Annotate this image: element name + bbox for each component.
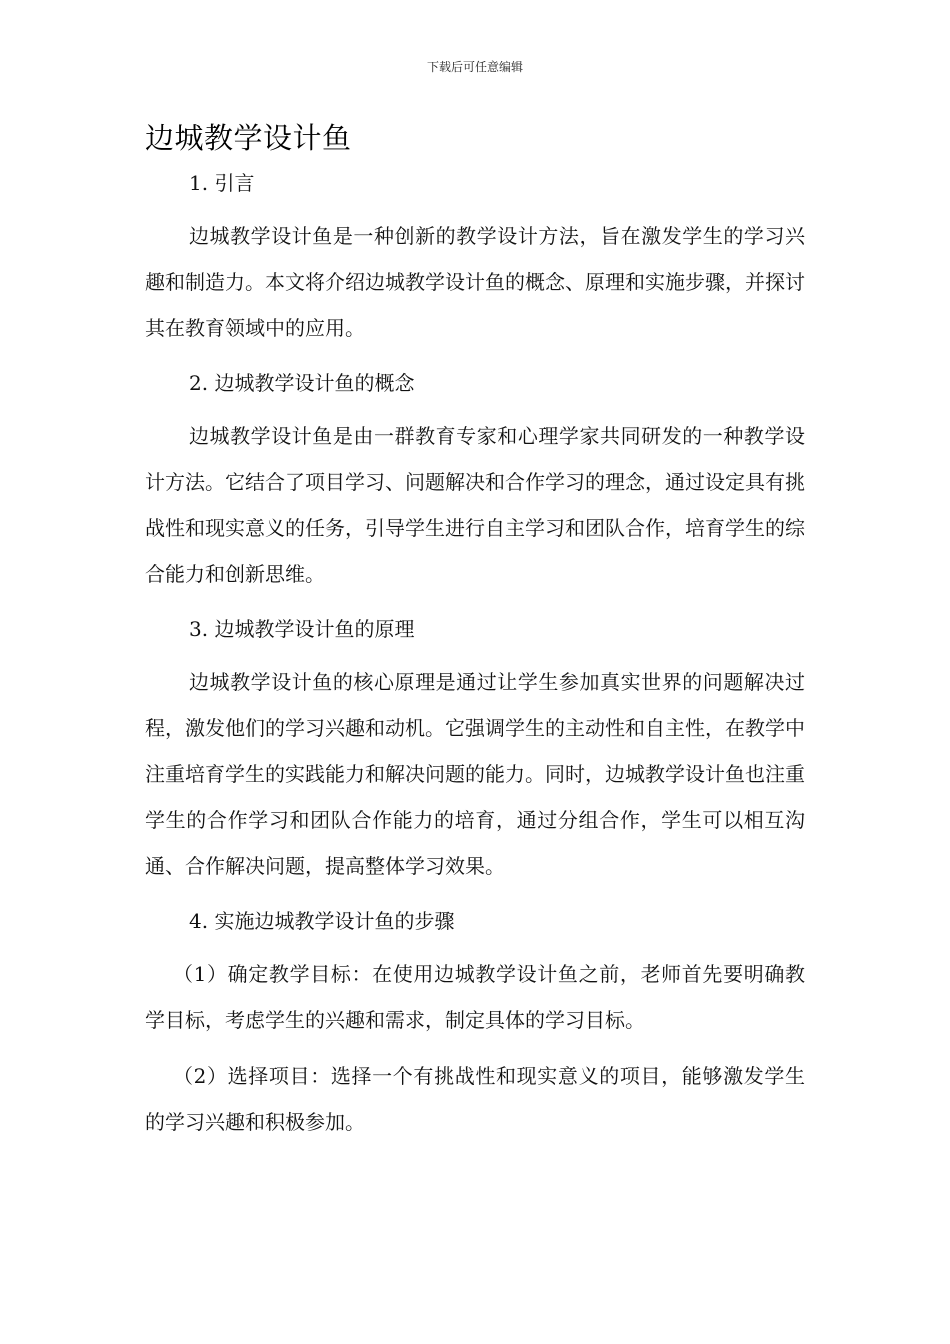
section-paragraph-concept: 边城教学设计鱼是由一群教育专家和心理学家共同研发的一种教学设计方法。它结合了项目学习、问题解决和合作学习的理念，通过设定具有挑战性和现实意义的任务，引导学生进行自主学习和团队合作，培育学生的综合能力和创新思维。 [145,424,805,586]
step-item-2: （2）选择项目：选择一个有挑战性和现实意义的项目，能够激发学生的学习兴趣和积极参加。 [145,1064,805,1134]
section-paragraph-intro: 边城教学设计鱼是一种创新的教学设计方法，旨在激发学生的学习兴趣和制造力。本文将介绍边城教学设计鱼的概念、原理和实施步骤，并探讨其在教育领域中的应用。 [145,224,805,340]
document-title: 边城教学设计鱼 [145,121,352,155]
section-paragraph-principle: 边城教学设计鱼的核心原理是通过让学生参加真实世界的问题解决过程，激发他们的学习兴趣和动机。它强调学生的主动性和自主性，在教学中注重培育学生的实践能力和解决问题的能力。同时，边城教学设计鱼也注重学生的合作学习和团队合作能力的培育，通过分组合作，学生可以相互沟通、合作解决问题，提高整体学习效果。 [145,670,805,878]
section-heading-principle: 3. 边城教学设计鱼的原理 [189,617,415,641]
section-heading-intro: 1. 引言 [189,171,255,195]
section-heading-steps: 4. 实施边城教学设计鱼的步骤 [189,909,455,933]
step-item-1: （1）确定教学目标：在使用边城教学设计鱼之前，老师首先要明确教学目标，考虑学生的兴趣和需求，制定具体的学习目标。 [145,962,805,1032]
section-heading-concept: 2. 边城教学设计鱼的概念 [189,371,415,395]
header-note: 下载后可任意编辑 [426,60,523,74]
document-body [145,165,805,1155]
